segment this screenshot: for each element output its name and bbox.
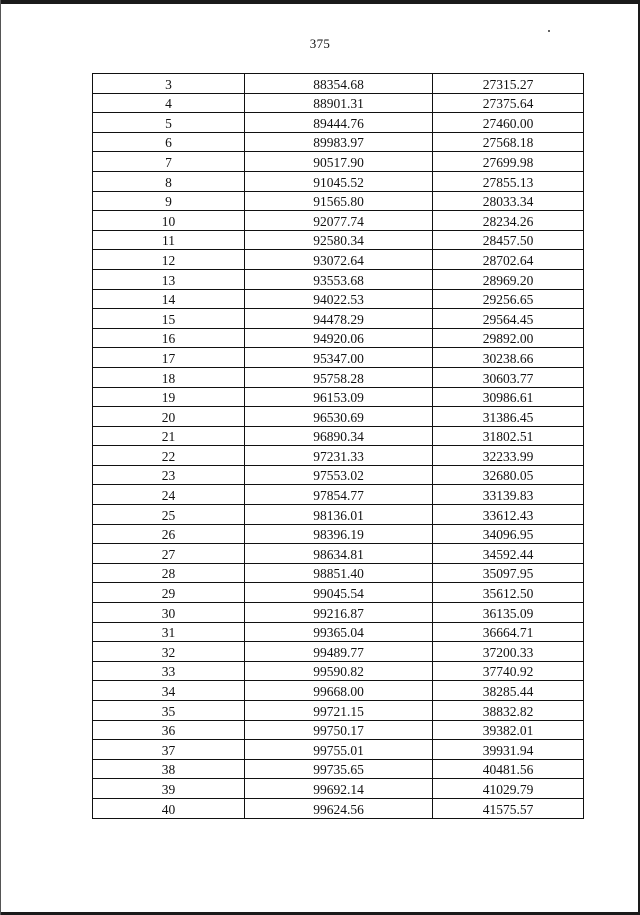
table-row — [93, 642, 584, 662]
row-index-cell: 37 — [93, 740, 245, 760]
table-row — [93, 309, 584, 329]
table-row — [93, 348, 584, 368]
value-a-cell: 96530.69 — [245, 407, 433, 427]
row-index-cell: 29 — [93, 583, 245, 603]
value-a-cell: 98634.81 — [245, 544, 433, 564]
value-b-cell: 27699.98 — [433, 152, 584, 172]
value-a-cell: 89983.97 — [245, 132, 433, 152]
value-a-cell: 94920.06 — [245, 328, 433, 348]
row-index-cell: 17 — [93, 348, 245, 368]
table-row — [93, 328, 584, 348]
row-index-cell: 23 — [93, 465, 245, 485]
row-index-cell: 7 — [93, 152, 245, 172]
value-a-cell: 96153.09 — [245, 387, 433, 407]
table-row — [93, 583, 584, 603]
value-b-cell: 28033.34 — [433, 191, 584, 211]
row-index-cell: 11 — [93, 230, 245, 250]
value-b-cell: 28702.64 — [433, 250, 584, 270]
value-a-cell: 92580.34 — [245, 230, 433, 250]
row-index-cell: 39 — [93, 779, 245, 799]
value-b-cell: 33612.43 — [433, 505, 584, 525]
row-index-cell: 33 — [93, 661, 245, 681]
row-index-cell: 40 — [93, 798, 245, 818]
table-row — [93, 485, 584, 505]
value-b-cell: 27375.64 — [433, 93, 584, 113]
table-row — [93, 603, 584, 623]
value-b-cell: 39382.01 — [433, 720, 584, 740]
row-index-cell: 4 — [93, 93, 245, 113]
table-row — [93, 720, 584, 740]
value-a-cell: 99624.56 — [245, 798, 433, 818]
table-row — [93, 505, 584, 525]
value-b-cell: 41575.57 — [433, 798, 584, 818]
value-b-cell: 37200.33 — [433, 642, 584, 662]
value-b-cell: 30986.61 — [433, 387, 584, 407]
row-index-cell: 27 — [93, 544, 245, 564]
value-a-cell: 99590.82 — [245, 661, 433, 681]
table-row — [93, 250, 584, 270]
value-b-cell: 30603.77 — [433, 367, 584, 387]
table-row — [93, 132, 584, 152]
value-a-cell: 99216.87 — [245, 603, 433, 623]
value-b-cell: 37740.92 — [433, 661, 584, 681]
value-b-cell: 39931.94 — [433, 740, 584, 760]
value-b-cell: 31802.51 — [433, 426, 584, 446]
value-a-cell: 91045.52 — [245, 171, 433, 191]
value-a-cell: 99692.14 — [245, 779, 433, 799]
page-number: 375 — [309, 36, 331, 51]
value-a-cell: 97553.02 — [245, 465, 433, 485]
value-b-cell: 35097.95 — [433, 563, 584, 583]
value-a-cell: 88354.68 — [245, 74, 433, 94]
value-a-cell: 99668.00 — [245, 681, 433, 701]
scan-border-left — [0, 0, 1, 915]
value-b-cell: 32680.05 — [433, 465, 584, 485]
table-row — [93, 701, 584, 721]
value-a-cell: 99735.65 — [245, 759, 433, 779]
value-a-cell: 92077.74 — [245, 211, 433, 231]
value-b-cell: 31386.45 — [433, 407, 584, 427]
row-index-cell: 34 — [93, 681, 245, 701]
value-a-cell: 93553.68 — [245, 269, 433, 289]
row-index-cell: 8 — [93, 171, 245, 191]
value-b-cell: 36664.71 — [433, 622, 584, 642]
value-b-cell: 35612.50 — [433, 583, 584, 603]
table-row — [93, 171, 584, 191]
value-a-cell: 95347.00 — [245, 348, 433, 368]
row-index-cell: 3 — [93, 74, 245, 94]
table-row — [93, 563, 584, 583]
value-a-cell: 98396.19 — [245, 524, 433, 544]
value-b-cell: 27568.18 — [433, 132, 584, 152]
row-index-cell: 31 — [93, 622, 245, 642]
value-a-cell: 97854.77 — [245, 485, 433, 505]
table-row — [93, 269, 584, 289]
row-index-cell: 36 — [93, 720, 245, 740]
table-row — [93, 113, 584, 133]
row-index-cell: 22 — [93, 446, 245, 466]
table-row — [93, 93, 584, 113]
value-b-cell: 29892.00 — [433, 328, 584, 348]
table-row — [93, 779, 584, 799]
value-a-cell: 94022.53 — [245, 289, 433, 309]
value-a-cell: 89444.76 — [245, 113, 433, 133]
table-row — [93, 544, 584, 564]
value-b-cell: 38285.44 — [433, 681, 584, 701]
value-b-cell: 27855.13 — [433, 171, 584, 191]
row-index-cell: 15 — [93, 309, 245, 329]
table-row — [93, 289, 584, 309]
value-a-cell: 98136.01 — [245, 505, 433, 525]
row-index-cell: 24 — [93, 485, 245, 505]
value-a-cell: 99750.17 — [245, 720, 433, 740]
value-a-cell: 88901.31 — [245, 93, 433, 113]
table-row — [93, 661, 584, 681]
table-row — [93, 152, 584, 172]
value-b-cell: 28969.20 — [433, 269, 584, 289]
table-row — [93, 740, 584, 760]
table-row — [93, 367, 584, 387]
table-row — [93, 191, 584, 211]
row-index-cell: 9 — [93, 191, 245, 211]
table-row — [93, 446, 584, 466]
value-b-cell: 38832.82 — [433, 701, 584, 721]
value-a-cell: 96890.34 — [245, 426, 433, 446]
row-index-cell: 10 — [93, 211, 245, 231]
value-a-cell: 97231.33 — [245, 446, 433, 466]
value-b-cell: 29256.65 — [433, 289, 584, 309]
scan-speck — [548, 30, 550, 32]
value-a-cell: 90517.90 — [245, 152, 433, 172]
data-table — [92, 73, 584, 819]
table-row — [93, 74, 584, 94]
value-b-cell: 27315.27 — [433, 74, 584, 94]
value-a-cell: 99489.77 — [245, 642, 433, 662]
row-index-cell: 16 — [93, 328, 245, 348]
value-b-cell: 34096.95 — [433, 524, 584, 544]
value-b-cell: 28234.26 — [433, 211, 584, 231]
value-b-cell: 36135.09 — [433, 603, 584, 623]
row-index-cell: 25 — [93, 505, 245, 525]
value-b-cell: 28457.50 — [433, 230, 584, 250]
table-row — [93, 387, 584, 407]
value-a-cell: 99755.01 — [245, 740, 433, 760]
row-index-cell: 32 — [93, 642, 245, 662]
value-a-cell: 94478.29 — [245, 309, 433, 329]
value-b-cell: 32233.99 — [433, 446, 584, 466]
row-index-cell: 14 — [93, 289, 245, 309]
row-index-cell: 20 — [93, 407, 245, 427]
row-index-cell: 21 — [93, 426, 245, 446]
row-index-cell: 12 — [93, 250, 245, 270]
row-index-cell: 26 — [93, 524, 245, 544]
row-index-cell: 30 — [93, 603, 245, 623]
value-b-cell: 30238.66 — [433, 348, 584, 368]
value-b-cell: 27460.00 — [433, 113, 584, 133]
row-index-cell: 28 — [93, 563, 245, 583]
row-index-cell: 13 — [93, 269, 245, 289]
value-b-cell: 29564.45 — [433, 309, 584, 329]
table-row — [93, 622, 584, 642]
value-a-cell: 99365.04 — [245, 622, 433, 642]
value-b-cell: 40481.56 — [433, 759, 584, 779]
value-a-cell: 95758.28 — [245, 367, 433, 387]
value-b-cell: 33139.83 — [433, 485, 584, 505]
row-index-cell: 18 — [93, 367, 245, 387]
row-index-cell: 38 — [93, 759, 245, 779]
table-row — [93, 211, 584, 231]
table-row — [93, 798, 584, 818]
table-row — [93, 230, 584, 250]
table-row — [93, 681, 584, 701]
value-a-cell: 98851.40 — [245, 563, 433, 583]
value-a-cell: 99045.54 — [245, 583, 433, 603]
value-a-cell: 93072.64 — [245, 250, 433, 270]
value-b-cell: 41029.79 — [433, 779, 584, 799]
value-b-cell: 34592.44 — [433, 544, 584, 564]
table-body — [93, 74, 584, 819]
row-index-cell: 19 — [93, 387, 245, 407]
row-index-cell: 6 — [93, 132, 245, 152]
value-a-cell: 91565.80 — [245, 191, 433, 211]
value-a-cell: 99721.15 — [245, 701, 433, 721]
table-row — [93, 524, 584, 544]
table-row — [93, 407, 584, 427]
scan-border-top — [0, 0, 640, 4]
table-row — [93, 465, 584, 485]
table-row — [93, 759, 584, 779]
row-index-cell: 35 — [93, 701, 245, 721]
row-index-cell: 5 — [93, 113, 245, 133]
table-row — [93, 426, 584, 446]
